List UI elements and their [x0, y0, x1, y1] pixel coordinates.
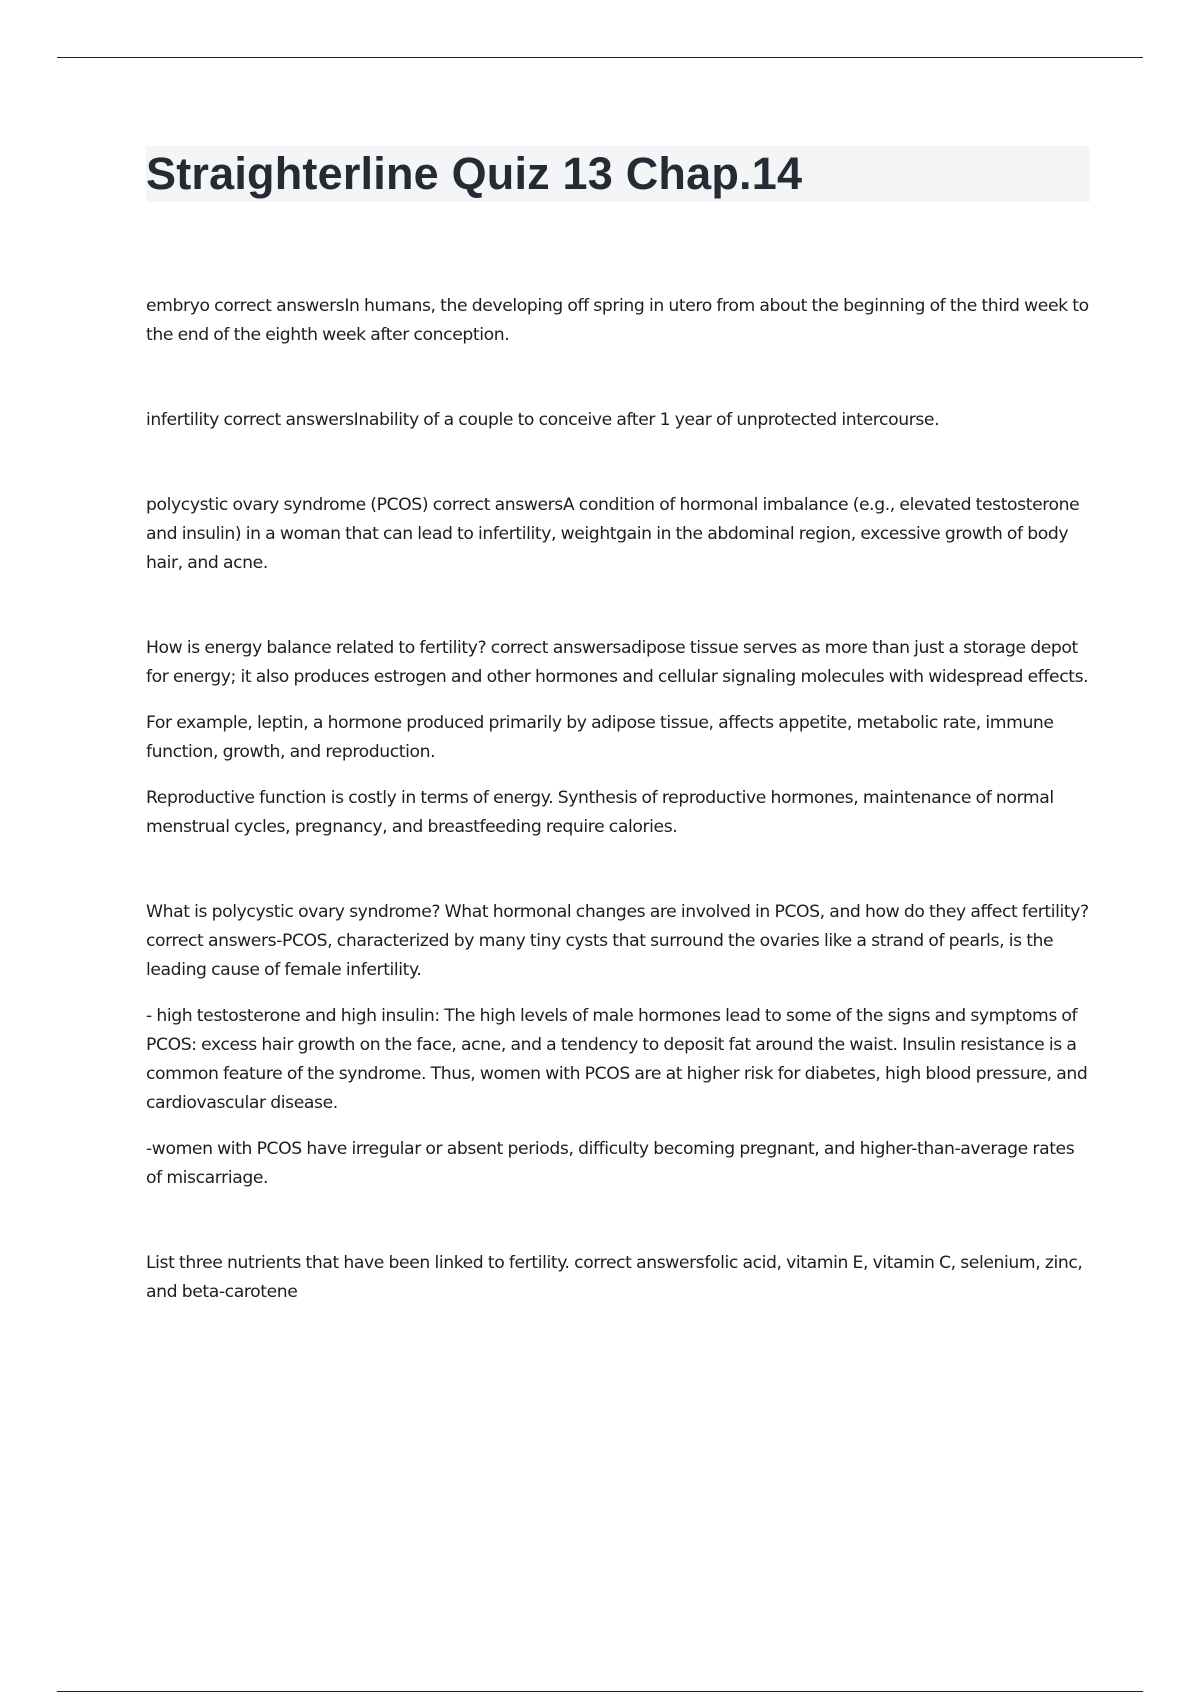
qa-entry-pcos-definition [146, 491, 1094, 578]
entry-paragraph: For example, leptin, a hormone produced primarily by adipose tissue, affects appetite, metabolic rate, immune function, growth, and reproduction. [146, 713, 1054, 762]
entry-paragraph: List three nutrients that have been linked to fertility. correct answersfolic acid, vitamin E, vitamin C, selenium, zinc, and beta-carotene [146, 1253, 1083, 1302]
entry-paragraph: -women with PCOS have irregular or absent periods, difficulty becoming pregnant, and higher-than-average rates of miscarriage. [146, 1139, 1075, 1188]
qa-entry-nutrients [146, 1249, 1094, 1307]
qa-entry-energy-balance [146, 634, 1094, 842]
entry-paragraph: What is polycystic ovary syndrome? What hormonal changes are involved in PCOS, and how do they affect fertility? correct answers-PCOS, characterized by many tiny cysts that surround the ovaries like a strand of pearls, is the leading cause of female infertility. [146, 902, 1089, 980]
entry-paragraph: - high testosterone and high insulin: The high levels of male hormones lead to some of the signs and symptoms of PCOS: excess hair growth on the face, acne, and a tendency to deposit fat around the waist. Insulin resistance is a common feature of the syndrome. Thus, women with PCOS are at higher risk for diabetes, high blood pressure, and cardiovascular disease. [146, 1006, 1088, 1113]
qa-entry-embryo [146, 292, 1094, 350]
bottom-divider [57, 1691, 1143, 1692]
entry-paragraph: infertility correct answersInability of a couple to conceive after 1 year of unprotected intercourse. [146, 410, 940, 430]
entry-paragraph: embryo correct answersIn humans, the developing off spring in utero from about the beginning of the third week to the end of the eighth week after conception. [146, 296, 1089, 345]
qa-entry-pcos-hormones [146, 898, 1094, 1193]
entry-paragraph: How is energy balance related to fertility? correct answersadipose tissue serves as more than just a storage depot for energy; it also produces estrogen and other hormones and cellular signaling molecules with widespread effects. [146, 638, 1089, 687]
document-body [146, 292, 1094, 1363]
qa-entry-infertility [146, 406, 1094, 435]
top-divider [57, 57, 1143, 58]
entry-paragraph: polycystic ovary syndrome (PCOS) correct answersA condition of hormonal imbalance (e.g., elevated testosterone and insulin) in a woman that can lead to infertility, weightgain in the abdominal region, excessive growth of body hair, and acne. [146, 495, 1080, 573]
document-title: Straighterline Quiz 13 Chap.14 [146, 148, 803, 199]
entry-paragraph: Reproductive function is costly in terms of energy. Synthesis of reproductive hormones, maintenance of normal menstrual cycles, pregnancy, and breastfeeding require calories. [146, 788, 1054, 837]
